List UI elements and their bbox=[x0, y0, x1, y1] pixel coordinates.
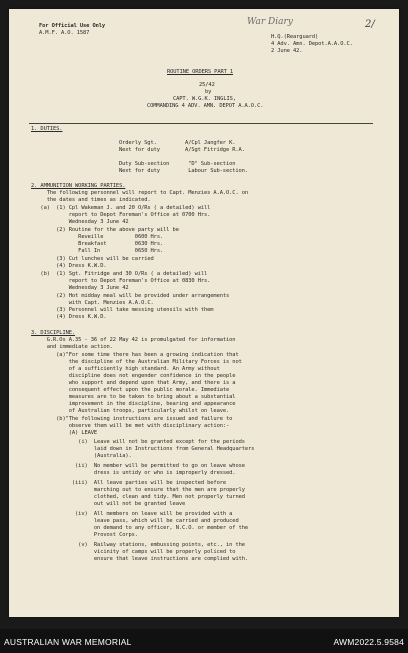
discipline-line: out will not be granted leave bbox=[31, 501, 186, 507]
discipline-line: vicinity of camps will be properly policed to bbox=[31, 549, 236, 555]
discipline-line: of Australian troops, particularly whilst on leave. bbox=[31, 408, 230, 414]
ammo-line: with Capt. Menzies A.A.O.C. bbox=[31, 300, 154, 306]
discipline-line: who support and depend upon that Army, and there is a bbox=[31, 380, 236, 386]
ammo-line: (2) Routine for the above party will be bbox=[31, 227, 179, 233]
ammo-line: Wednesday 3 June 42 bbox=[31, 285, 129, 291]
duties-line: Next for duty Labour Sub-section. bbox=[119, 168, 248, 174]
archive-id: AWM2022.5.9584 bbox=[333, 637, 404, 647]
discipline-line: (v) Railway stations, embussing points, etc., in the bbox=[31, 542, 245, 548]
ammo-line: the dates and times as indicated. bbox=[31, 197, 151, 203]
ammo-line: Breakfast 0630 Hrs. bbox=[31, 241, 164, 247]
unit-line-1: H.Q.(Rearguard) bbox=[271, 34, 319, 40]
archive-footer bbox=[0, 629, 408, 653]
discipline-line: clothed, clean and tidy. Men not properly turned bbox=[31, 494, 245, 500]
ammo-line: (4) Dress K.W.D. bbox=[31, 314, 107, 320]
discipline-line: of a sufficiently high standard. An Army without bbox=[31, 366, 220, 372]
unit-line-3: 2 June 42. bbox=[271, 48, 303, 54]
officer-name: CAPT. W.G.K. INGLIS, bbox=[173, 96, 236, 102]
discipline-line: (ii) No member will be permitted to go on leave whose bbox=[31, 463, 245, 469]
discipline-line: (i) Leave will not be granted except for the periods bbox=[31, 439, 245, 445]
handwritten-note: War Diary bbox=[247, 17, 293, 27]
duties-line: Next for duty A/Sgt Fitridge R.A. bbox=[119, 147, 245, 153]
discipline-line: G.R.Os A.35 - 36 of 22 May 42 is promulgated for information bbox=[31, 337, 236, 343]
divider-line bbox=[29, 123, 373, 124]
discipline-line: (iii) All leave parties will be inspected before bbox=[31, 480, 227, 486]
section-ammunition-label: 2. AMMUNITION WORKING PARTIES. bbox=[31, 183, 126, 189]
discipline-line: Provost Corps. bbox=[31, 532, 138, 538]
form-reference: A.M.F. A.O. 1587 bbox=[39, 30, 90, 36]
discipline-line: discipline does not engender confidence in the people bbox=[31, 373, 236, 379]
ammo-line: (a) (1) Cpl Wakeman J. and 20 O/Rs ( a detailed) will bbox=[31, 205, 211, 211]
handwritten-number: 2/ bbox=[365, 19, 375, 30]
order-heading: ROUTINE ORDERS PART 1 bbox=[167, 69, 234, 75]
discipline-line: ensure that leave instructions are complied with. bbox=[31, 556, 249, 562]
discipline-line: the discipline of the Australian Military Forces is not bbox=[31, 359, 242, 365]
order-by: by bbox=[205, 89, 212, 95]
ammo-line: (b) (1) Sgt. Fitridge and 30 O/Rs ( a detailed) will bbox=[31, 271, 208, 277]
classification-label: For Official Use Only bbox=[39, 23, 106, 29]
ammo-line: (3) Cut lunches will be carried bbox=[31, 256, 154, 262]
discipline-line: measures are to be taken to bring about a substantial bbox=[31, 394, 236, 400]
document-page bbox=[9, 9, 399, 617]
ammo-line: report to Depot Foreman's Office at 0830 Hrs. bbox=[31, 278, 211, 284]
discipline-line: laid down in Instructions from General Headquarters bbox=[31, 446, 255, 452]
discipline-line: (a)"For some time there has been a growing indication that bbox=[31, 352, 239, 358]
discipline-line: (iv) All members on leave will be provided with a bbox=[31, 511, 233, 517]
discipline-line: consequent effect upon the public morale. Immediate bbox=[31, 387, 230, 393]
ammo-line: report to Depot Foreman's Office at 0700 Hrs. bbox=[31, 212, 211, 218]
ammo-line: (4) Dress K.W.D. bbox=[31, 263, 107, 269]
section-discipline-label: 3. DISCIPLINE. bbox=[31, 330, 76, 336]
duties-line: Duty Sub-section "D" Sub-section bbox=[119, 161, 236, 167]
discipline-line: dress is untidy or who is improperly dressed. bbox=[31, 470, 236, 476]
discipline-line: (A) LEAVE bbox=[31, 430, 98, 436]
ammo-line: Fall In 0650 Hrs. bbox=[31, 248, 164, 254]
discipline-line: (Australia). bbox=[31, 453, 132, 459]
discipline-line: improvement in the discipline, bearing and appearance bbox=[31, 401, 236, 407]
ammo-line: (2) Hot midday meal will be provided under arrangements bbox=[31, 293, 230, 299]
ammo-line: Wednesday 3 June 42 bbox=[31, 219, 129, 225]
archive-name: AUSTRALIAN WAR MEMORIAL bbox=[4, 637, 132, 647]
ammo-line: Reveille 0600 Hrs. bbox=[31, 234, 164, 240]
duties-line: Orderly Sgt. A/Cpl Jangfer K. bbox=[119, 140, 236, 146]
discipline-line: (b)"The following instructions are issued and failure to bbox=[31, 416, 233, 422]
ammo-line: (3) Personnel will take messing utensils with them bbox=[31, 307, 214, 313]
discipline-line: and immediate action. bbox=[31, 344, 113, 350]
unit-line-2: 4 Adv. Amn. Depot.A.A.O.C. bbox=[271, 41, 353, 47]
discipline-line: on demand to any officer, N.C.O. or member of the bbox=[31, 525, 249, 531]
discipline-line: marching out to ensure that the men are properly bbox=[31, 487, 245, 493]
section-duties-label: 1. DUTIES. bbox=[31, 126, 63, 132]
ammo-line: The following personnel will report to Capt. Menzies A.A.O.C. on bbox=[31, 190, 249, 196]
order-number: 25/42 bbox=[199, 82, 215, 88]
command-line: COMMANDING 4 ADV. AMN. DEPOT A.A.O.C. bbox=[147, 103, 264, 109]
discipline-line: observe them will be met with disciplinary action:- bbox=[31, 423, 230, 429]
discipline-line: leave pass, which will be carried and produced bbox=[31, 518, 239, 524]
